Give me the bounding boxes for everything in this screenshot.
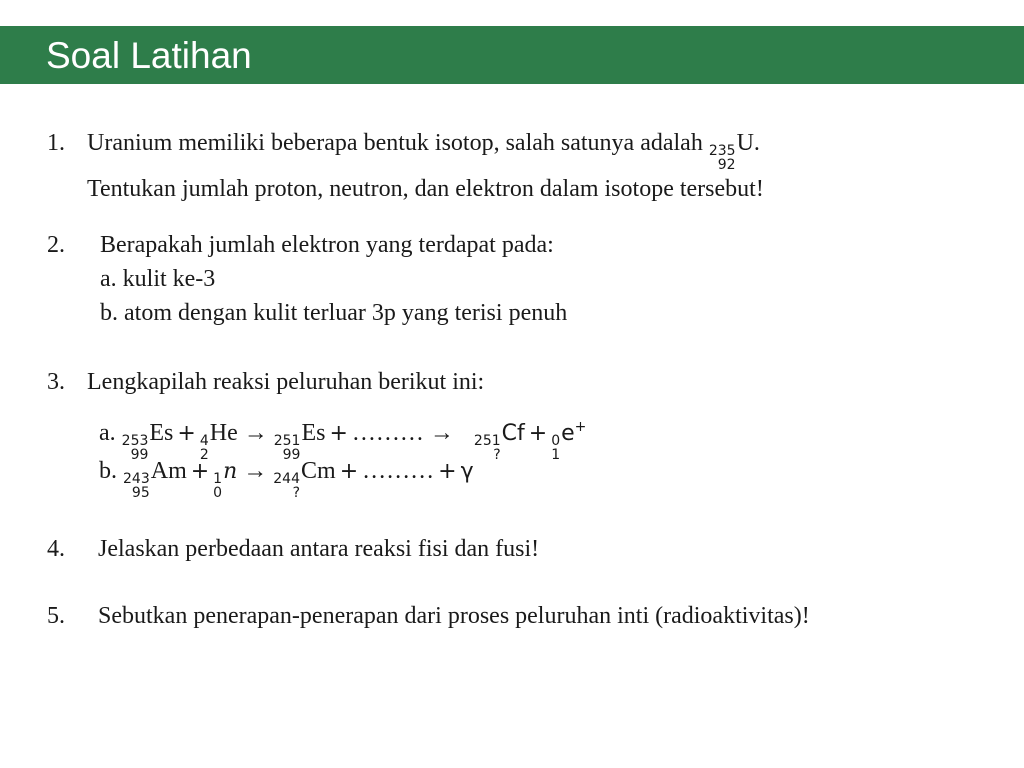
element-symbol: Cm <box>301 458 336 484</box>
reaction-a-label: a. <box>99 420 116 446</box>
slide-title: Soal Latihan <box>46 35 252 76</box>
question-3-number: 3. <box>47 369 65 395</box>
question-1-text: Uranium memiliki beberapa bentuk isotop, salah satunya adalah <box>87 130 709 156</box>
mass-number: 4 <box>199 433 209 449</box>
atomic-number: 99 <box>282 447 301 463</box>
isotope-am-243 <box>123 453 187 500</box>
question-1-number: 1. <box>47 130 65 156</box>
blank-dots: ……… <box>351 420 424 446</box>
question-1 <box>47 126 764 206</box>
isotope-cf-251 <box>474 415 525 462</box>
question-5-text: Sebutkan penerapan-penerapan dari proses peluruhan inti (radioaktivitas)! <box>98 603 810 629</box>
element-symbol: Cf <box>501 421 525 446</box>
arrow-icon: → <box>243 420 268 446</box>
question-1-line-2: Tentukan jumlah proton, neutron, dan elektron dalam isotope tersebut! <box>87 176 764 202</box>
plus-sign: + <box>190 459 210 484</box>
question-2-number: 2. <box>47 232 65 258</box>
gamma-symbol: γ <box>460 459 474 484</box>
mass-number: 1 <box>213 471 223 487</box>
plus-sign: + <box>528 421 548 446</box>
question-5-number: 5. <box>47 603 65 629</box>
question-2 <box>47 228 567 330</box>
question-4 <box>47 532 539 566</box>
question-2-option-b: b. atom dengan kulit terluar 3p yang terisi penuh <box>100 300 568 326</box>
atomic-number: 2 <box>199 447 209 463</box>
question-3 <box>47 365 484 399</box>
arrow-icon: → <box>243 458 268 484</box>
element-symbol: e <box>561 421 575 446</box>
atomic-number: ? <box>493 447 501 463</box>
mass-number: 0 <box>551 433 561 449</box>
mass-number: 251 <box>473 433 501 449</box>
element-symbol: He <box>209 420 238 446</box>
element-symbol: n <box>223 459 238 484</box>
element-symbol: Am <box>150 458 187 484</box>
question-2-text: Berapakah jumlah elektron yang terdapat pada: <box>100 232 554 258</box>
title-bar <box>0 26 1024 84</box>
question-1-line-1 <box>87 126 764 172</box>
sentence-end: . <box>753 130 760 156</box>
mass-number: 243 <box>123 471 150 487</box>
element-symbol: Es <box>301 420 326 446</box>
reaction-b <box>99 453 474 500</box>
mass-number: 235 <box>708 143 736 159</box>
blank-dots: ……… <box>362 458 435 484</box>
atomic-number: 95 <box>131 485 150 501</box>
particle-positron <box>551 409 586 462</box>
isotope-uranium <box>709 126 754 172</box>
mass-number: 253 <box>121 433 149 449</box>
question-3-text: Lengkapilah reaksi peluruhan berikut ini: <box>87 369 485 395</box>
reaction-b-label: b. <box>99 458 117 484</box>
mass-number: 244 <box>273 471 300 487</box>
element-symbol: Es <box>149 420 174 446</box>
question-5 <box>47 599 810 633</box>
plus-sign: + <box>177 421 196 446</box>
particle-neutron <box>213 453 237 500</box>
atomic-number: 1 <box>551 447 561 463</box>
atomic-number: 99 <box>130 447 149 463</box>
atomic-number: 92 <box>717 157 736 173</box>
question-4-text: Jelaskan perbedaan antara reaksi fisi dan fusi! <box>98 536 540 562</box>
arrow-icon: → <box>429 420 454 446</box>
mass-number: 251 <box>273 433 301 449</box>
plus-sign: + <box>438 459 457 484</box>
atomic-number: ? <box>292 485 300 501</box>
question-4-number: 4. <box>47 536 65 562</box>
isotope-cm-244 <box>273 453 335 500</box>
atomic-number: 0 <box>213 485 223 501</box>
element-symbol: U <box>736 130 754 156</box>
plus-sign: + <box>329 421 348 446</box>
plus-sign: + <box>339 459 359 484</box>
question-2-option-a: a. kulit ke-3 <box>100 266 216 292</box>
charge-superscript: + <box>574 419 587 435</box>
